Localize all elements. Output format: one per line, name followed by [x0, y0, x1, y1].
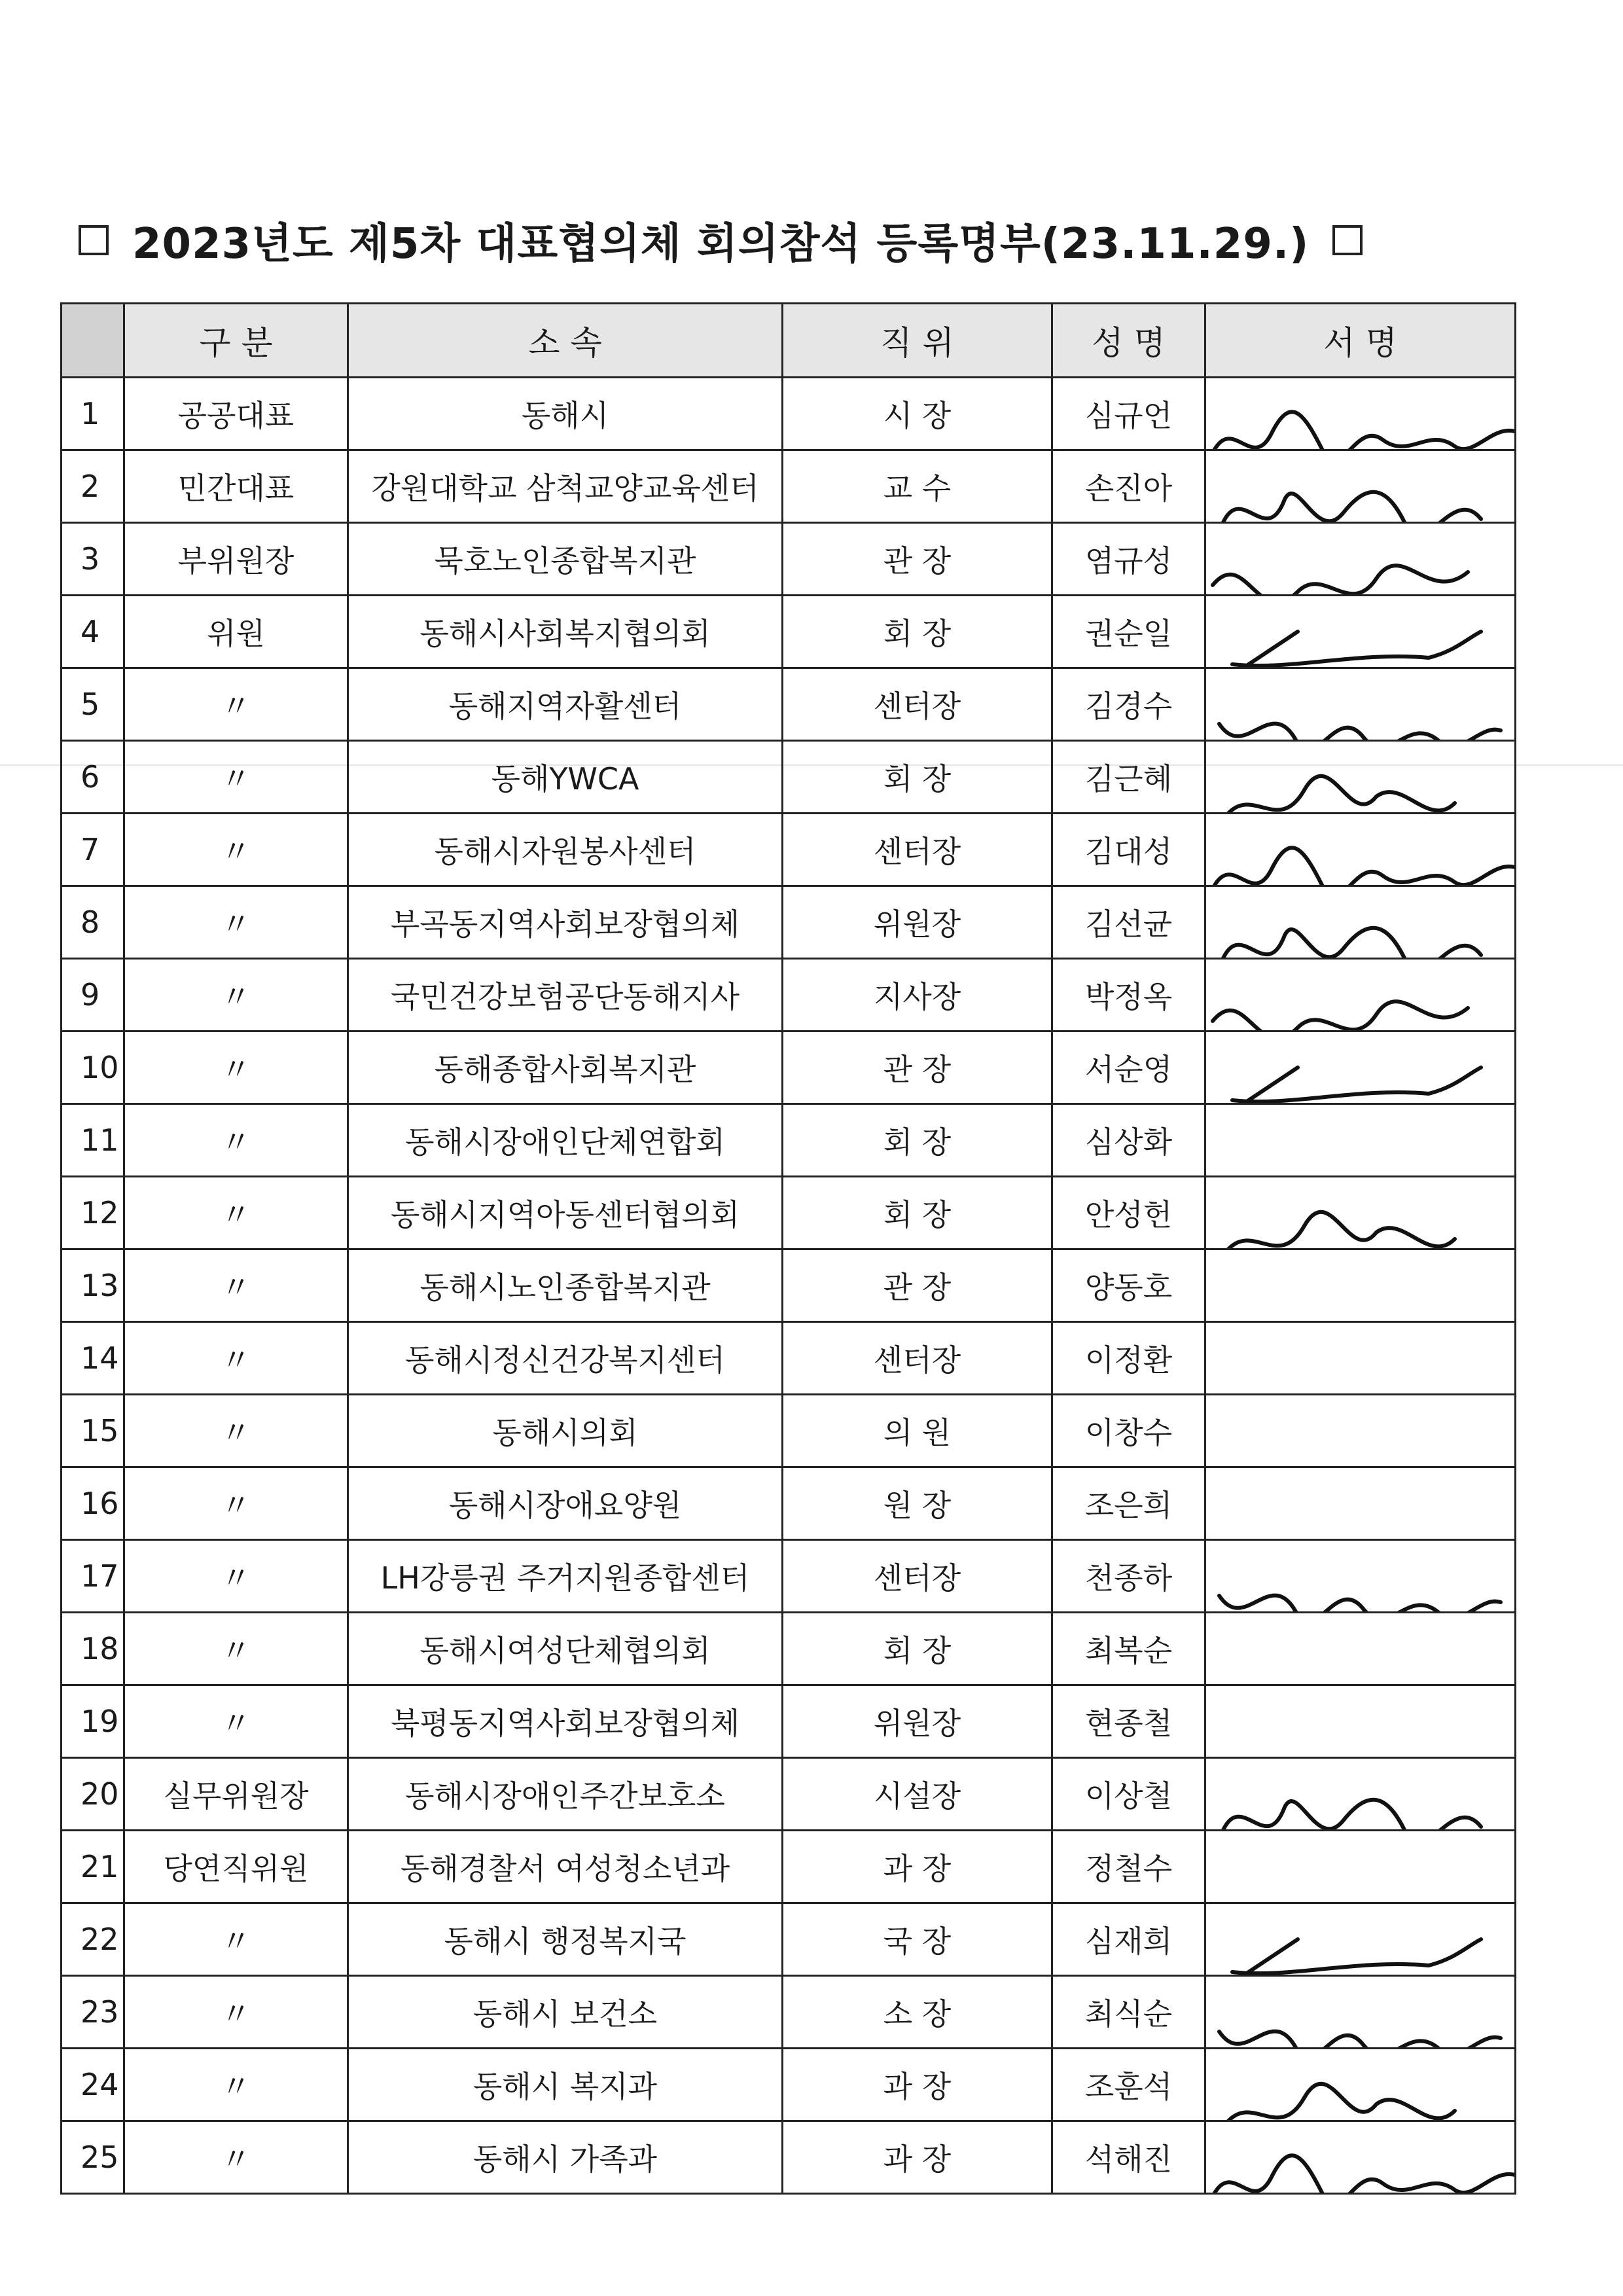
- cell-no: 18: [62, 1613, 124, 1685]
- table-row: [62, 814, 1516, 886]
- handwritten-signature-icon: [1205, 1976, 1516, 2049]
- cell-affiliation: 동해시 가족과: [348, 2121, 783, 2194]
- cell-position: 시설장: [783, 1758, 1052, 1831]
- cell-affiliation: 동해시 행정복지국: [348, 1903, 783, 1976]
- signature-stroke: [1213, 412, 1516, 450]
- cell-division: 〃: [124, 668, 348, 741]
- cell-name: 권순일: [1052, 596, 1205, 668]
- cell-name: 이상철: [1052, 1758, 1205, 1831]
- cell-name: 정철수: [1052, 1831, 1205, 1903]
- cell-no: 3: [62, 523, 124, 596]
- cell-affiliation: 동해시: [348, 378, 783, 450]
- cell-affiliation: 국민건강보험공단동해지사: [348, 959, 783, 1031]
- cell-division: 〃: [124, 814, 348, 886]
- cell-no: 12: [62, 1177, 124, 1249]
- cell-name: 심상화: [1052, 1104, 1205, 1177]
- cell-position: 회 장: [783, 596, 1052, 668]
- table-row: [62, 1322, 1516, 1395]
- cell-signature: [1205, 378, 1516, 450]
- cell-affiliation: 동해경찰서 여성청소년과: [348, 1831, 783, 1903]
- cell-affiliation: 동해시장애요양원: [348, 1467, 783, 1540]
- cell-signature: [1205, 1758, 1516, 1831]
- cell-name: 조훈석: [1052, 2049, 1205, 2121]
- cell-no: 7: [62, 814, 124, 886]
- cell-position: 센터장: [783, 668, 1052, 741]
- cell-position: 회 장: [783, 1104, 1052, 1177]
- table-row: [62, 1540, 1516, 1613]
- handwritten-signature-icon: [1205, 814, 1516, 886]
- cell-division: 〃: [124, 1031, 348, 1104]
- table-row: [62, 450, 1516, 523]
- cell-division: 공공대표: [124, 378, 348, 450]
- cell-no: 8: [62, 886, 124, 959]
- cell-division: 〃: [124, 1395, 348, 1467]
- handwritten-signature-icon: [1205, 378, 1516, 450]
- cell-no: 9: [62, 959, 124, 1031]
- table-row: [62, 2049, 1516, 2121]
- header-no: [62, 304, 124, 378]
- cell-signature: [1205, 2121, 1516, 2194]
- cell-division: 〃: [124, 1685, 348, 1758]
- table-header-row: [62, 304, 1516, 378]
- cell-division: 위원: [124, 596, 348, 668]
- cell-position: 의 원: [783, 1395, 1052, 1467]
- signature-stroke: [1213, 2155, 1516, 2193]
- table-row: [62, 741, 1516, 814]
- cell-name: 양동호: [1052, 1249, 1205, 1322]
- cell-signature: [1205, 1249, 1516, 1322]
- cell-no: 11: [62, 1104, 124, 1177]
- cell-division: 〃: [124, 1249, 348, 1322]
- cell-position: 원 장: [783, 1467, 1052, 1540]
- cell-signature: [1205, 1395, 1516, 1467]
- header-affiliation: 소 속: [348, 304, 783, 378]
- cell-no: 5: [62, 668, 124, 741]
- page-title: 2023년도 제5차 대표협의체 회의참석 등록명부(23.11.29.): [132, 220, 1310, 268]
- signature-stroke: [1226, 776, 1455, 814]
- cell-signature: [1205, 814, 1516, 886]
- cell-no: 1: [62, 378, 124, 450]
- signature-stroke: [1213, 848, 1516, 886]
- registration-table: [60, 302, 1516, 2195]
- cell-position: 회 장: [783, 1177, 1052, 1249]
- table-row: [62, 959, 1516, 1031]
- cell-name: 안성헌: [1052, 1177, 1205, 1249]
- table-row: [62, 1104, 1516, 1177]
- table-row: [62, 523, 1516, 596]
- signature-stroke: [1213, 1001, 1468, 1031]
- cell-name: 심규언: [1052, 378, 1205, 450]
- handwritten-signature-icon: [1205, 523, 1516, 596]
- handwritten-signature-icon: [1205, 1031, 1516, 1104]
- cell-division: 〃: [124, 886, 348, 959]
- cell-affiliation: 강원대학교 삼척교양교육센터: [348, 450, 783, 523]
- cell-name: 손진아: [1052, 450, 1205, 523]
- cell-signature: [1205, 1540, 1516, 1613]
- cell-no: 14: [62, 1322, 124, 1395]
- cell-signature: [1205, 523, 1516, 596]
- cell-position: 소 장: [783, 1976, 1052, 2049]
- signature-stroke: [1219, 492, 1481, 523]
- cell-affiliation: 동해시 보건소: [348, 1976, 783, 2049]
- cell-affiliation: 동해시자원봉사센터: [348, 814, 783, 886]
- cell-affiliation: 동해시장애인단체연합회: [348, 1104, 783, 1177]
- cell-position: 국 장: [783, 1903, 1052, 1976]
- table-row: [62, 886, 1516, 959]
- signature-stroke: [1219, 1939, 1481, 1976]
- cell-signature: [1205, 886, 1516, 959]
- cell-name: 서순영: [1052, 1031, 1205, 1104]
- header-name: 성 명: [1052, 304, 1205, 378]
- cell-no: 21: [62, 1831, 124, 1903]
- cell-signature: [1205, 1831, 1516, 1903]
- cell-no: 23: [62, 1976, 124, 2049]
- cell-position: 위원장: [783, 886, 1052, 959]
- cell-position: 과 장: [783, 1831, 1052, 1903]
- cell-affiliation: 부곡동지역사회보장협의체: [348, 886, 783, 959]
- cell-signature: [1205, 1104, 1516, 1177]
- handwritten-signature-icon: [1205, 2121, 1516, 2194]
- cell-affiliation: 북평동지역사회보장협의체: [348, 1685, 783, 1758]
- table-row: [62, 1831, 1516, 1903]
- handwritten-signature-icon: [1205, 886, 1516, 959]
- cell-affiliation: 동해시여성단체협의회: [348, 1613, 783, 1685]
- cell-position: 센터장: [783, 1540, 1052, 1613]
- handwritten-signature-icon: [1205, 450, 1516, 523]
- table-row: [62, 1395, 1516, 1467]
- cell-name: 조은희: [1052, 1467, 1205, 1540]
- cell-position: 과 장: [783, 2049, 1052, 2121]
- cell-division: 실무위원장: [124, 1758, 348, 1831]
- cell-position: 회 장: [783, 741, 1052, 814]
- cell-name: 김선균: [1052, 886, 1205, 959]
- table-row: [62, 1903, 1516, 1976]
- cell-position: 관 장: [783, 1031, 1052, 1104]
- cell-name: 최복순: [1052, 1613, 1205, 1685]
- cell-position: 회 장: [783, 1613, 1052, 1685]
- table-row: [62, 1031, 1516, 1104]
- cell-division: 부위원장: [124, 523, 348, 596]
- cell-position: 관 장: [783, 523, 1052, 596]
- signature-stroke: [1213, 565, 1468, 595]
- signature-stroke: [1219, 1596, 1501, 1613]
- checkbox-icon: [1332, 225, 1363, 255]
- handwritten-signature-icon: [1205, 959, 1516, 1031]
- signature-stroke: [1226, 2084, 1455, 2121]
- cell-name: 김대성: [1052, 814, 1205, 886]
- cell-name: 염규성: [1052, 523, 1205, 596]
- cell-signature: [1205, 1976, 1516, 2049]
- cell-affiliation: 동해시지역아동센터협의회: [348, 1177, 783, 1249]
- cell-no: 24: [62, 2049, 124, 2121]
- cell-no: 6: [62, 741, 124, 814]
- handwritten-signature-icon: [1205, 1758, 1516, 1831]
- cell-affiliation: LH강릉권 주거지원종합센터: [348, 1540, 783, 1613]
- cell-no: 16: [62, 1467, 124, 1540]
- header-signature: 서 명: [1205, 304, 1516, 378]
- cell-name: 박정옥: [1052, 959, 1205, 1031]
- cell-division: 〃: [124, 1322, 348, 1395]
- handwritten-signature-icon: [1205, 596, 1516, 668]
- signature-stroke: [1219, 1067, 1481, 1104]
- cell-name: 현종철: [1052, 1685, 1205, 1758]
- signature-stroke: [1219, 632, 1481, 668]
- cell-division: 〃: [124, 2121, 348, 2194]
- cell-no: 15: [62, 1395, 124, 1467]
- table-row: [62, 2121, 1516, 2194]
- cell-division: 〃: [124, 1540, 348, 1613]
- cell-signature: [1205, 2049, 1516, 2121]
- cell-name: 김경수: [1052, 668, 1205, 741]
- cell-affiliation: 동해시장애인주간보호소: [348, 1758, 783, 1831]
- cell-name: 이창수: [1052, 1395, 1205, 1467]
- cell-affiliation: 동해시노인종합복지관: [348, 1249, 783, 1322]
- table-row: [62, 378, 1516, 450]
- table-row: [62, 1249, 1516, 1322]
- signature-stroke: [1226, 1212, 1455, 1249]
- cell-name: 최식순: [1052, 1976, 1205, 2049]
- cell-position: 센터장: [783, 814, 1052, 886]
- cell-signature: [1205, 959, 1516, 1031]
- signature-stroke: [1219, 928, 1481, 959]
- cell-affiliation: 동해종합사회복지관: [348, 1031, 783, 1104]
- title-row: [79, 211, 1558, 270]
- cell-division: 당연직위원: [124, 1831, 348, 1903]
- cell-division: 〃: [124, 1903, 348, 1976]
- table-row: [62, 1613, 1516, 1685]
- cell-division: 〃: [124, 1976, 348, 2049]
- cell-name: 석해진: [1052, 2121, 1205, 2194]
- table-row: [62, 1177, 1516, 1249]
- cell-position: 교 수: [783, 450, 1052, 523]
- signature-stroke: [1219, 1800, 1481, 1831]
- cell-no: 20: [62, 1758, 124, 1831]
- cell-name: 심재희: [1052, 1903, 1205, 1976]
- table-row: [62, 1685, 1516, 1758]
- table-row: [62, 668, 1516, 741]
- cell-no: 2: [62, 450, 124, 523]
- cell-division: 〃: [124, 2049, 348, 2121]
- cell-no: 17: [62, 1540, 124, 1613]
- signature-stroke: [1219, 724, 1501, 741]
- cell-no: 10: [62, 1031, 124, 1104]
- cell-affiliation: 묵호노인종합복지관: [348, 523, 783, 596]
- handwritten-signature-icon: [1205, 668, 1516, 741]
- cell-signature: [1205, 1177, 1516, 1249]
- cell-signature: [1205, 1467, 1516, 1540]
- cell-division: 〃: [124, 1613, 348, 1685]
- table-body: [62, 378, 1516, 2194]
- cell-position: 지사장: [783, 959, 1052, 1031]
- cell-division: 민간대표: [124, 450, 348, 523]
- handwritten-signature-icon: [1205, 2049, 1516, 2121]
- cell-position: 위원장: [783, 1685, 1052, 1758]
- cell-no: 4: [62, 596, 124, 668]
- cell-signature: [1205, 1903, 1516, 1976]
- header-position: 직 위: [783, 304, 1052, 378]
- cell-position: 시 장: [783, 378, 1052, 450]
- cell-affiliation: 동해지역자활센터: [348, 668, 783, 741]
- cell-signature: [1205, 1613, 1516, 1685]
- cell-no: 13: [62, 1249, 124, 1322]
- cell-position: 관 장: [783, 1249, 1052, 1322]
- cell-signature: [1205, 668, 1516, 741]
- cell-affiliation: 동해시 복지과: [348, 2049, 783, 2121]
- cell-signature: [1205, 741, 1516, 814]
- cell-position: 과 장: [783, 2121, 1052, 2194]
- handwritten-signature-icon: [1205, 1177, 1516, 1249]
- cell-signature: [1205, 1685, 1516, 1758]
- handwritten-signature-icon: [1205, 1903, 1516, 1976]
- cell-name: 천종하: [1052, 1540, 1205, 1613]
- cell-affiliation: 동해시사회복지협의회: [348, 596, 783, 668]
- cell-division: 〃: [124, 741, 348, 814]
- cell-affiliation: 동해시정신건강복지센터: [348, 1322, 783, 1395]
- cell-name: 김근혜: [1052, 741, 1205, 814]
- cell-division: 〃: [124, 1177, 348, 1249]
- cell-signature: [1205, 450, 1516, 523]
- table-row: [62, 596, 1516, 668]
- table-row: [62, 1976, 1516, 2049]
- cell-no: 25: [62, 2121, 124, 2194]
- checkbox-icon: [79, 225, 109, 255]
- cell-division: 〃: [124, 959, 348, 1031]
- cell-no: 22: [62, 1903, 124, 1976]
- cell-signature: [1205, 596, 1516, 668]
- handwritten-signature-icon: [1205, 1540, 1516, 1613]
- cell-signature: [1205, 1322, 1516, 1395]
- table-row: [62, 1758, 1516, 1831]
- cell-affiliation: 동해시의회: [348, 1395, 783, 1467]
- cell-affiliation: 동해YWCA: [348, 741, 783, 814]
- handwritten-signature-icon: [1205, 741, 1516, 814]
- cell-name: 이정환: [1052, 1322, 1205, 1395]
- signature-stroke: [1219, 2032, 1501, 2049]
- header-division: 구 분: [124, 304, 348, 378]
- cell-position: 센터장: [783, 1322, 1052, 1395]
- cell-division: 〃: [124, 1104, 348, 1177]
- cell-no: 19: [62, 1685, 124, 1758]
- cell-division: 〃: [124, 1467, 348, 1540]
- table-row: [62, 1467, 1516, 1540]
- cell-signature: [1205, 1031, 1516, 1104]
